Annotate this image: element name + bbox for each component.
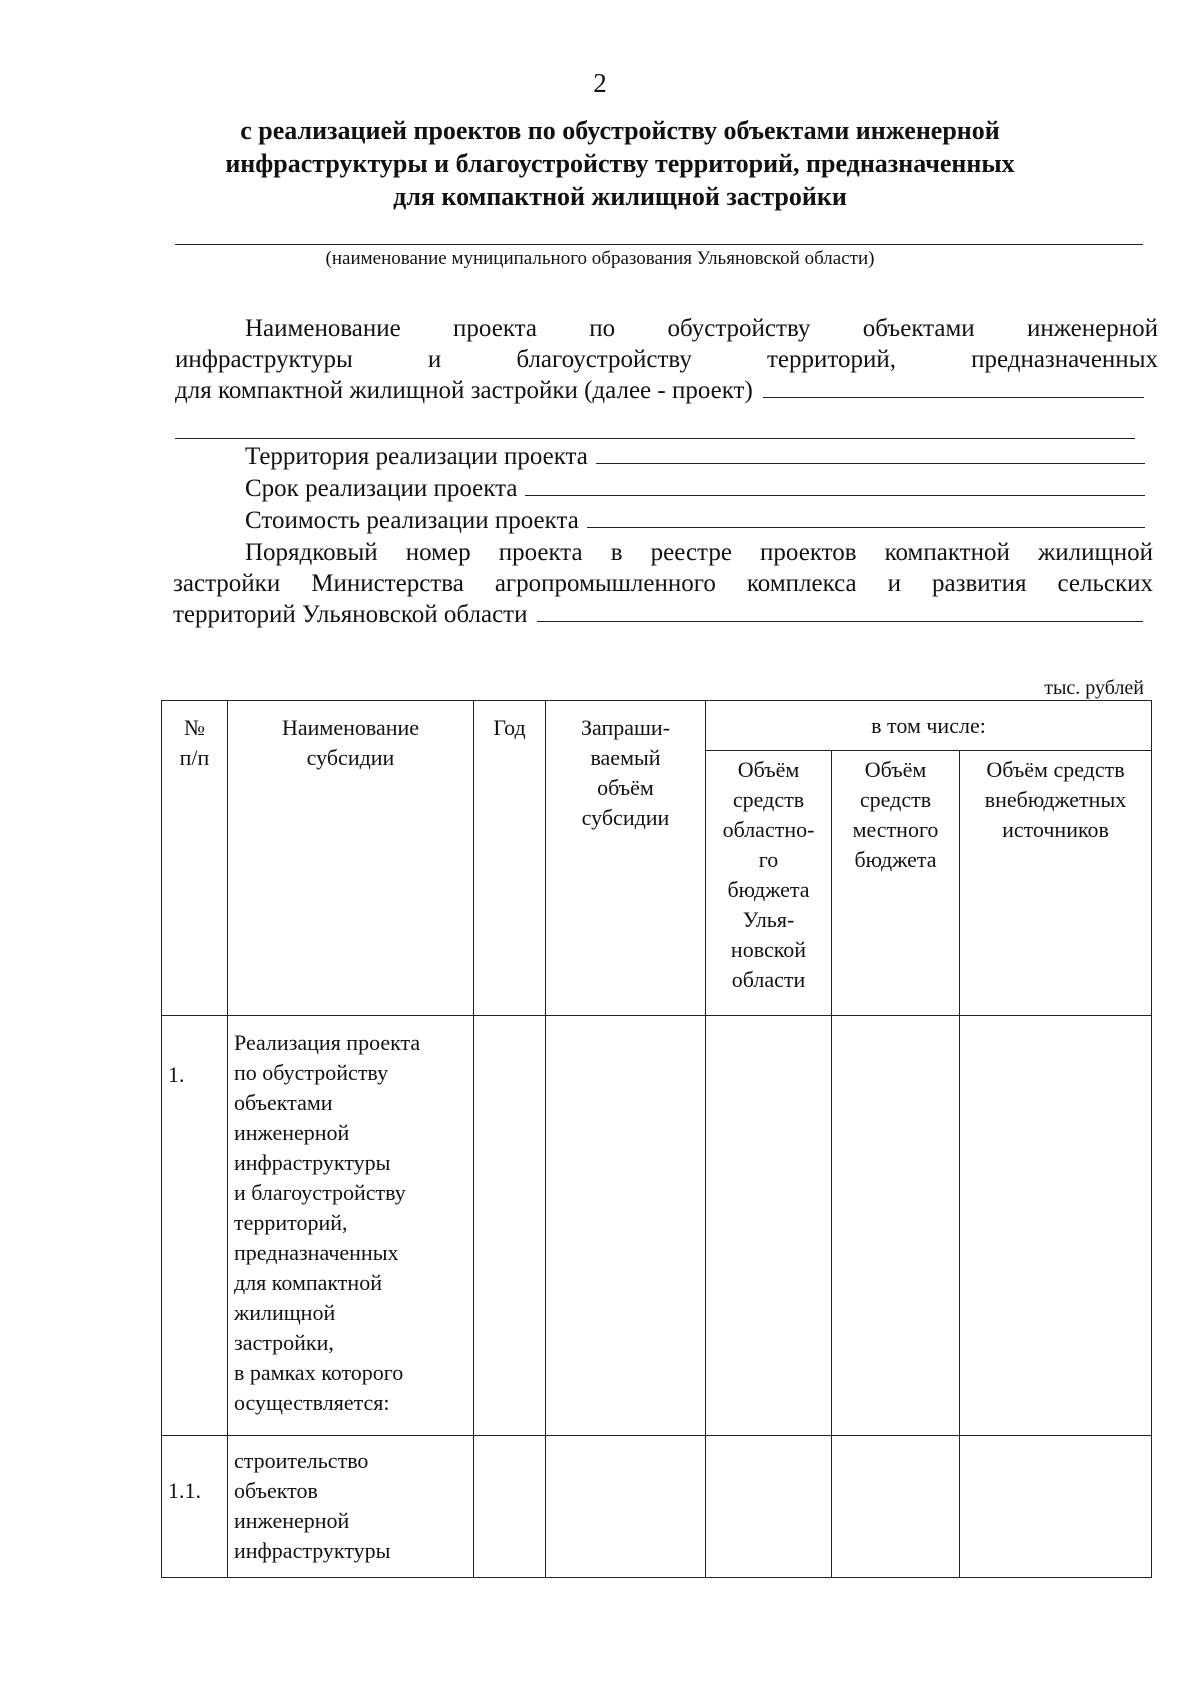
subsidy-table	[161, 700, 1152, 1578]
header-local-line: средств	[859, 787, 932, 812]
project-name-line-2: инфраструктуры и благоустройству территорий, предназначенных	[175, 346, 1158, 373]
header-requested-line: субсидии	[581, 805, 670, 830]
row-name-line: жилищной	[234, 1300, 336, 1325]
cell-requested[interactable]	[546, 1016, 706, 1436]
header-year: Год	[474, 701, 546, 1016]
header-regional-budget	[706, 751, 832, 1016]
project-name-field	[175, 313, 1158, 406]
header-including: в том числе:	[706, 701, 1152, 751]
header-extrabudgetary-line: внебюджетных	[984, 787, 1127, 812]
cost-fill-line[interactable]	[587, 505, 1145, 528]
header-local-budget	[832, 751, 960, 1016]
row-name-line: предназначенных	[234, 1240, 399, 1265]
header-extrabudgetary	[960, 751, 1152, 1016]
row-name-line: территорий,	[234, 1210, 348, 1235]
header-requested-line: Запраши-	[580, 715, 671, 740]
cell-extrabudgetary[interactable]	[960, 1436, 1152, 1578]
header-regional-line: бюджета	[727, 877, 810, 902]
term-label: Срок реализации проекта	[245, 475, 518, 502]
title-line-2: инфраструктуры и благоустройству территорий, предназначенных	[225, 149, 1015, 178]
header-local-line: местного	[852, 817, 939, 842]
header-local-line: Объём	[864, 757, 927, 782]
header-name-line: Наименование	[281, 715, 420, 740]
header-requested-line: объём	[597, 775, 654, 800]
row-name-line: и благоустройству	[234, 1180, 406, 1205]
row-name-line: осуществляется:	[234, 1390, 390, 1415]
header-subsidy-name	[228, 701, 474, 1016]
row-name-line: объектов	[234, 1478, 318, 1503]
cost-field	[245, 505, 1145, 536]
row-name-line: для компактной	[234, 1270, 382, 1295]
header-regional-line: средств	[732, 787, 805, 812]
cell-requested[interactable]	[546, 1436, 706, 1578]
header-regional-line: Объём	[737, 757, 800, 782]
title-line-3: для компактной жилищной застройки	[393, 182, 847, 211]
registry-line-3: территорий Ульяновской области	[173, 601, 528, 628]
row-name-line: объектами	[234, 1090, 333, 1115]
row-name-line: в рамках которого	[234, 1360, 404, 1385]
page-number: 2	[593, 68, 607, 98]
term-fill-line[interactable]	[525, 473, 1145, 496]
header-regional-line: областно-	[722, 817, 815, 842]
municipality-fill-line[interactable]	[175, 244, 1143, 245]
cell-regional[interactable]	[706, 1436, 832, 1578]
row-number: 1.	[162, 1016, 228, 1436]
header-num-line: п/п	[179, 745, 210, 770]
row-name-line: по обустройству	[234, 1060, 389, 1085]
cell-year[interactable]	[474, 1016, 546, 1436]
cost-label: Стоимость реализации проекта	[245, 507, 579, 534]
project-name-line-3: для компактной жилищной застройки (далее - проект)	[175, 377, 753, 404]
row-number: 1.1.	[162, 1436, 228, 1578]
header-num	[162, 701, 228, 1016]
project-name-fill-line[interactable]	[763, 375, 1144, 398]
header-num-line: №	[184, 715, 205, 740]
row-name-line: застройки,	[234, 1330, 334, 1355]
territory-fill-line[interactable]	[596, 441, 1145, 464]
header-regional-line: Улья-	[742, 907, 795, 932]
registry-fill-line[interactable]	[537, 599, 1143, 622]
cell-local[interactable]	[832, 1016, 960, 1436]
term-field	[245, 473, 1145, 504]
title-line-1: с реализацией проектов по обустройству объектами инженерной	[240, 116, 1000, 145]
table-row	[162, 1436, 1152, 1578]
row-name-line: инженерной	[234, 1508, 350, 1533]
cell-regional[interactable]	[706, 1016, 832, 1436]
project-name-fill-line-2[interactable]	[175, 438, 1135, 439]
territory-field	[245, 441, 1145, 472]
header-extrabudgetary-line: источников	[1002, 817, 1109, 842]
header-extrabudgetary-line: Объём средств	[986, 757, 1125, 782]
header-regional-line: го	[758, 847, 779, 872]
header-regional-line: новской	[730, 937, 807, 962]
registry-line-2: застройки Министерства агропромышленного комплекса и развития сельских	[173, 570, 1153, 597]
header-requested	[546, 701, 706, 1016]
document-title	[150, 114, 1090, 213]
cell-year[interactable]	[474, 1436, 546, 1578]
row-name-line: инфраструктуры	[234, 1538, 391, 1563]
row-name-line: инженерной	[234, 1120, 350, 1145]
row-subsidy-name	[228, 1016, 474, 1436]
row-name-line: инфраструктуры	[234, 1150, 391, 1175]
project-name-line-1: Наименование проекта по обустройству объектами инженерной	[245, 315, 1158, 342]
row-name-line: строительство	[234, 1448, 369, 1473]
territory-label: Территория реализации проекта	[245, 443, 588, 470]
registry-field	[173, 537, 1153, 630]
header-local-line: бюджета	[854, 847, 937, 872]
registry-line-1: Порядковый номер проекта в реестре проектов компактной жилищной	[245, 539, 1153, 566]
table-row	[162, 1016, 1152, 1436]
row-name-line: Реализация проекта	[234, 1030, 421, 1055]
cell-local[interactable]	[832, 1436, 960, 1578]
header-name-line: субсидии	[306, 745, 395, 770]
row-subsidy-name	[228, 1436, 474, 1578]
header-requested-line: ваемый	[590, 745, 661, 770]
units-label: тыс. рублей	[1044, 677, 1144, 699]
header-regional-line: области	[731, 967, 806, 992]
municipality-caption: (наименование муниципального образования Ульяновской области)	[325, 248, 875, 269]
cell-extrabudgetary[interactable]	[960, 1016, 1152, 1436]
